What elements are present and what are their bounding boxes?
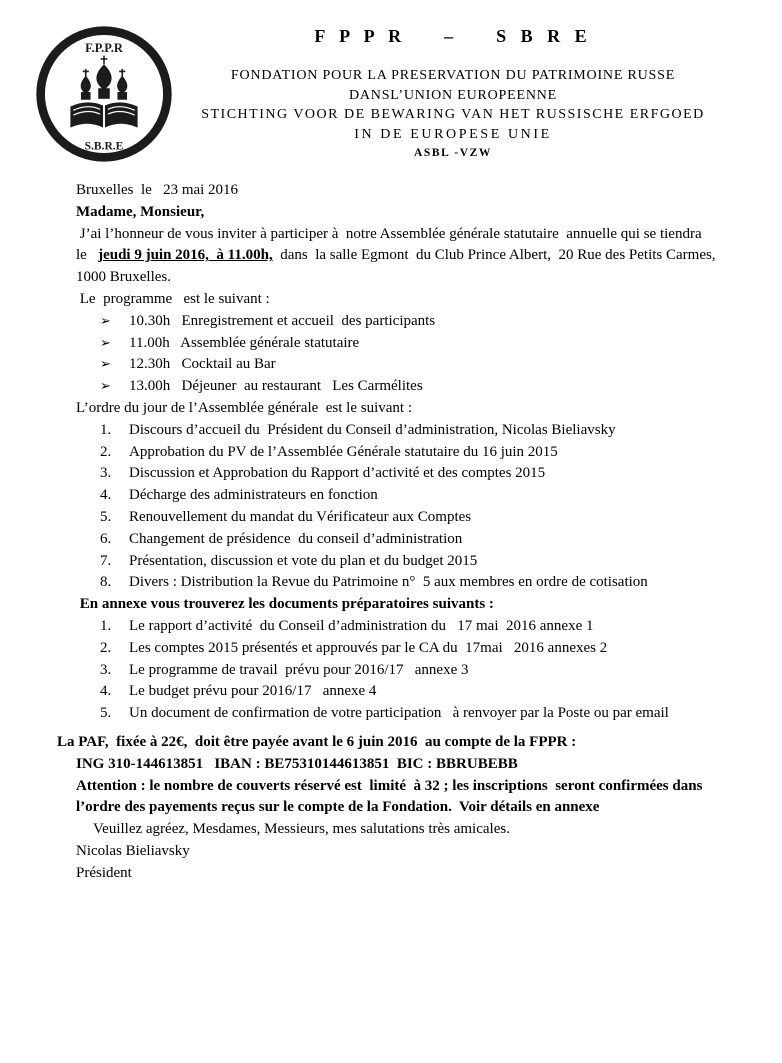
dateline: Bruxelles le 23 mai 2016: [76, 182, 239, 198]
agenda-item: Présentation, discussion et vote du plan et du budget 2015: [129, 552, 478, 569]
org-name-line-3: STICHTING VOOR DE BEWARING VAN HET RUSSISCHE ERFGOED: [201, 107, 705, 122]
org-name-line-2: DANSL’UNION EUROPEENNE: [348, 87, 558, 103]
annex-item: Les comptes 2015 présentés et approuvés par le CA du 17mai 2016 annexes 2: [129, 639, 608, 656]
agenda-item: Approbation du PV de l’Assemblée Générale statutaire du 16 juin 2015: [129, 443, 558, 460]
arrow-bullet-icon: ➢: [100, 379, 111, 395]
agenda-item: Discours d’accueil du Président du Conseil d’administration, Nicolas Bieliavsky: [129, 421, 616, 438]
org-acronym-title: F P P R – S B R E: [314, 26, 592, 46]
programme-item-text: 11.00h Assemblée générale statutaire: [129, 334, 360, 351]
programme-item: [100, 376, 724, 398]
intro-paragraph: [76, 224, 724, 289]
agenda-item: Discussion et Approbation du Rapport d’activité et des comptes 2015: [129, 465, 546, 482]
fppr-logo: [32, 18, 176, 170]
arrow-bullet-icon: ➢: [100, 335, 111, 351]
programme-item-text: 10.30h Enregistrement et accueil des participants: [129, 312, 436, 329]
arrow-bullet-icon: ➢: [100, 357, 111, 373]
agenda-item: Changement de présidence du conseil d’administration: [129, 530, 463, 547]
letter-body: [0, 180, 782, 885]
signature-title: Président: [76, 864, 132, 881]
logo-bottom-text: S.B.R.E: [84, 140, 124, 153]
letterhead: [0, 0, 782, 180]
letterhead-text: [168, 26, 738, 159]
annex-item: Le programme de travail prévu pour 2016/17 annexe 3: [129, 661, 469, 678]
annex-list: [76, 616, 724, 725]
agenda-item: Divers : Distribution la Revue du Patrimoine n° 5 aux membres en ordre de cotisation: [129, 574, 648, 591]
event-datetime: jeudi 9 juin 2016, à 11.00h,: [98, 247, 273, 264]
agenda-intro: L’ordre du jour de l’Assemblée générale est le suivant :: [76, 399, 413, 416]
org-name-line-4: IN DE EUROPESE UNIE: [354, 126, 552, 142]
annex-item: Un document de confirmation de votre participation à renvoyer par la Poste ou par email: [129, 705, 669, 722]
programme-item-text: 13.00h Déjeuner au restaurant Les Carmélites: [129, 378, 423, 395]
arrow-bullet-icon: ➢: [100, 313, 111, 329]
attention-note: Attention : le nombre de couverts réservé est limité à 32 ; les inscriptions seront confirmées dans l’ordre des payements reçus sur le compte de la Fondation. Voir détails en annexe: [76, 777, 707, 816]
paf-line: La PAF, fixée à 22€, doit être payée avant le 6 juin 2016 au compte de la FPPR :: [57, 733, 577, 750]
programme-item-text: 12.30h Cocktail au Bar: [129, 356, 276, 373]
salutation: Madame, Monsieur,: [76, 203, 205, 220]
logo-top-text: F.P.P.R: [85, 40, 123, 55]
bank-details-line: ING 310-144613851 IBAN : BE75310144613851 BIC : BBRUBEBB: [76, 755, 518, 772]
payment-block: [57, 732, 724, 819]
agenda-item: Décharge des administrateurs en fonction: [129, 487, 378, 504]
programme-list: [76, 311, 724, 398]
programme-intro: Le programme est le suivant :: [76, 290, 270, 307]
programme-item: [100, 333, 724, 355]
programme-item: [100, 311, 724, 333]
annex-item: Le rapport d’activité du Conseil d’administration du 17 mai 2016 annexe 1: [129, 617, 594, 634]
closing-line: Veuillez agréez, Mesdames, Messieurs, mes salutations très amicales.: [93, 821, 510, 838]
annex-intro: En annexe vous trouverez les documents préparatoires suivants :: [76, 596, 494, 613]
intro-text-part-2: dans la salle Egmont du Club Prince Albert, 20 Rue des Petits Carmes, 1000 Bruxelles.: [76, 247, 724, 286]
agenda-item: Renouvellement du mandat du Vérificateur aux Comptes: [129, 508, 472, 525]
org-name-block: [168, 66, 738, 144]
org-name-line-1: FONDATION POUR LA PRESERVATION DU PATRIMOINE RUSSE: [230, 68, 676, 83]
programme-item: [100, 354, 724, 376]
annex-item: Le budget prévu pour 2016/17 annexe 4: [129, 683, 377, 700]
agenda-list: [76, 420, 724, 594]
legal-form-label: ASBL -VZW: [414, 147, 492, 159]
signature-name: Nicolas Bieliavsky: [76, 842, 190, 859]
intro-text-part-1: J’ai l’honneur de vous inviter à participer à notre Assemblée générale statutaire annuelle qui se tiendra le: [76, 225, 717, 264]
